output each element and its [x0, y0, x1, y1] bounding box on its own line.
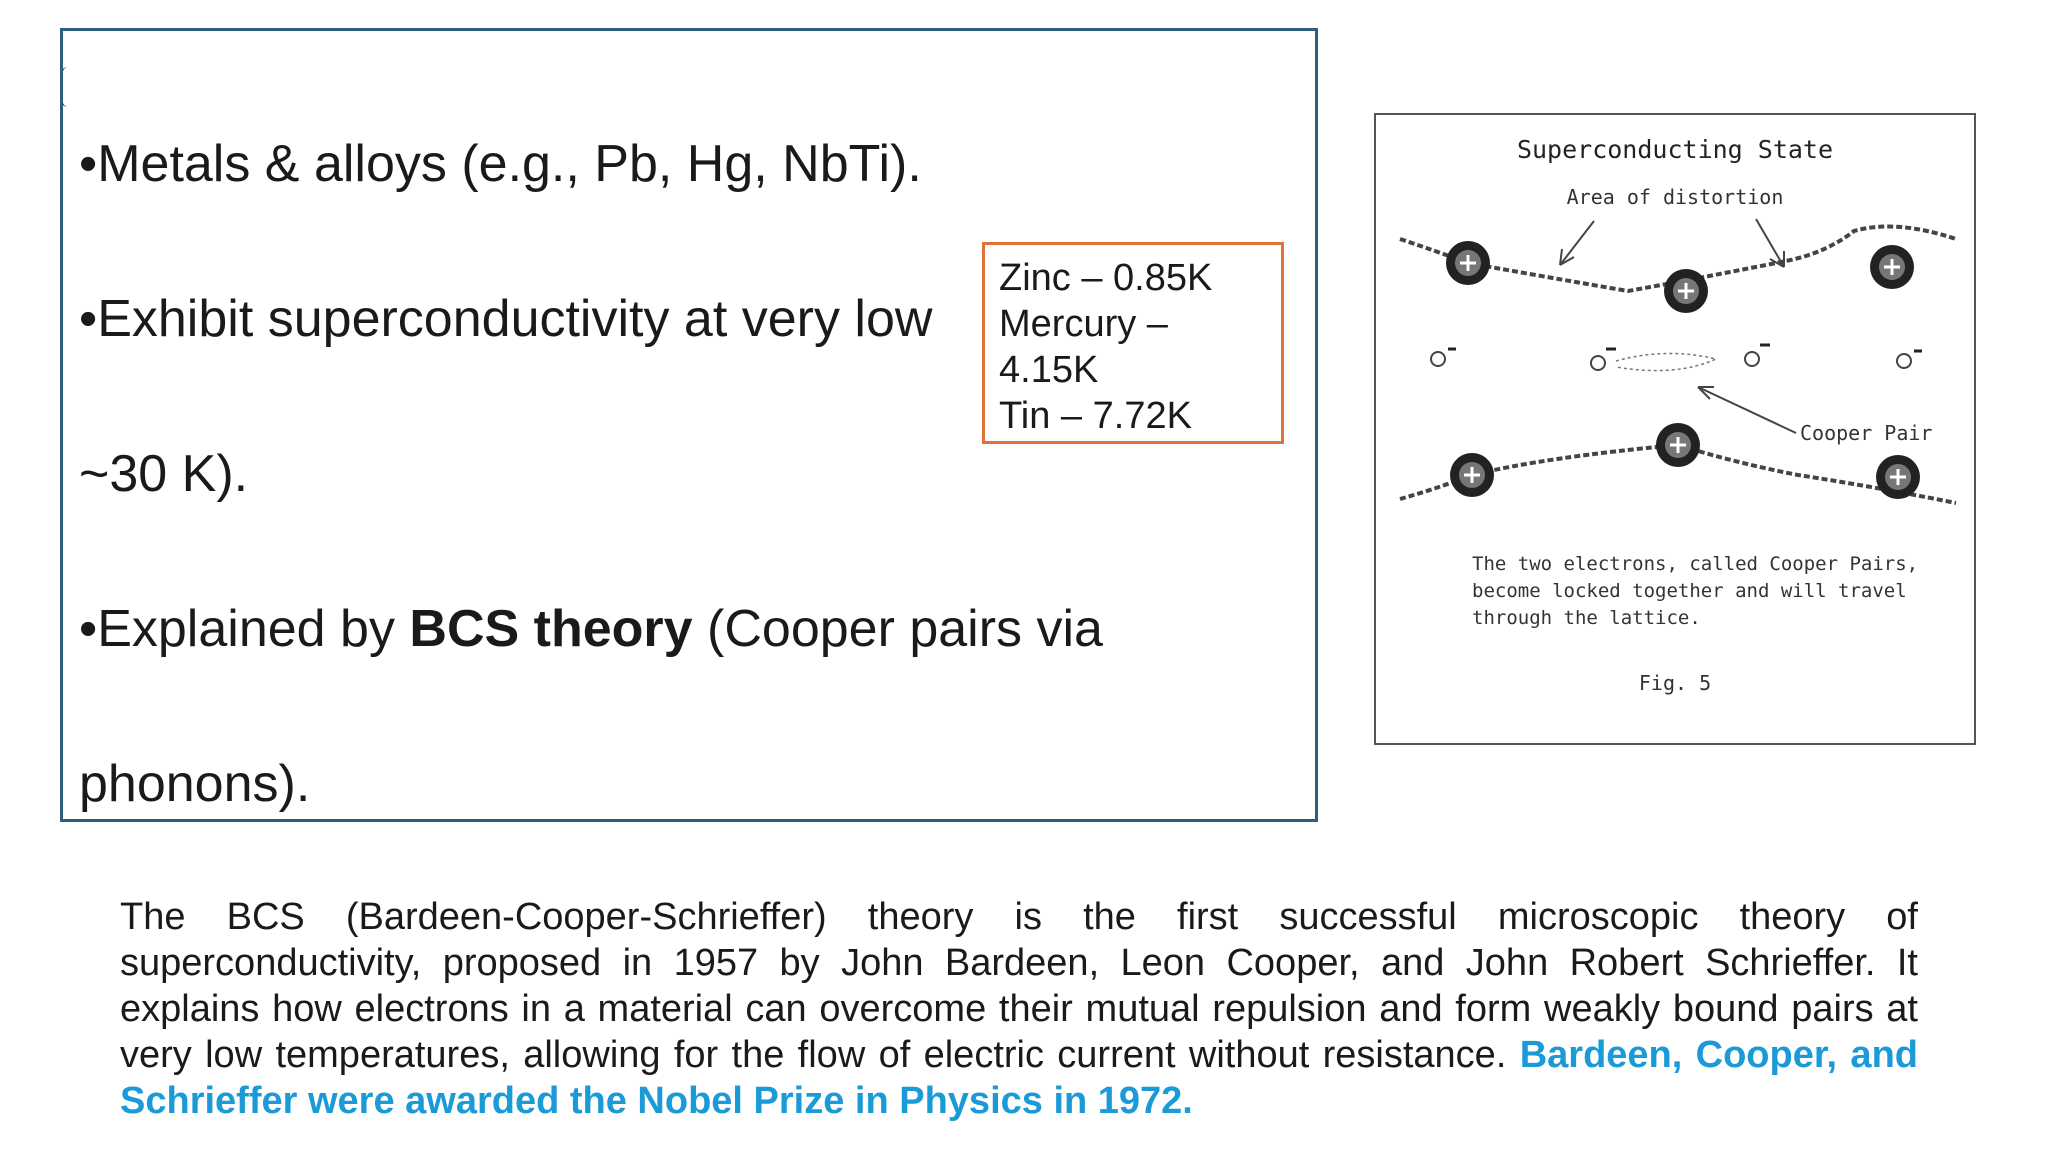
- bullet-bcs-suffix: (Cooper pairs via: [692, 600, 1103, 658]
- ion-upper-right: [1870, 245, 1914, 289]
- cooper-pair-electrons: [1591, 345, 1770, 371]
- paragraph-body: The BCS (Bardeen-Cooper-Schrieffer) theory is the first successful microscopic theory of superconductivity, proposed in 1957 by John Bardeen, Leon Cooper, and John Robert Schrieffer. It explains how electrons in a material can overcome their mutual repulsion and form weakly bound pairs at very low temperatures, allowing for the flow of electric current without resistance.: [120, 896, 1918, 1076]
- electron-left: [1431, 349, 1456, 366]
- temp-mercury: Mercury – 4.15K: [999, 303, 1168, 391]
- figure-cooper-pair-label: Cooper Pair: [1800, 421, 1933, 445]
- bullet-low-temperature: •Exhibit superconductivity at very low: [79, 290, 933, 348]
- clipped-glyph: [60, 67, 78, 107]
- ion-lower-right: [1876, 455, 1920, 499]
- bullet-metals-alloys: •Metals & alloys (e.g., Pb, Hg, NbTi).: [79, 135, 922, 193]
- cooper-pair-figure: [1374, 113, 1976, 745]
- ion-lower-middle: [1656, 423, 1700, 467]
- figure-caption-line: The two electrons, called Cooper Pairs,: [1472, 553, 1919, 575]
- bullet-bcs-bold: BCS theory: [409, 600, 693, 658]
- figure-title: Superconducting State: [1516, 135, 1834, 164]
- temp-zinc: Zinc – 0.85K: [999, 257, 1213, 299]
- figure-caption-line: become locked together and will travel: [1472, 580, 1907, 602]
- ion-lower-left: [1450, 453, 1494, 497]
- ion-upper-left: [1446, 241, 1490, 285]
- figure-number: Fig. 5: [1638, 671, 1712, 695]
- bullet-bcs-theory: [79, 598, 1103, 660]
- critical-temperature-box: [982, 242, 1284, 444]
- bullet-bcs-prefix: •Explained by: [79, 600, 410, 658]
- cooper-pair-arrow: [1698, 387, 1796, 433]
- nobel-prize-highlight: Bardeen, Cooper, and Schrieffer were awarded the Nobel Prize in Physics in 1972.: [120, 1034, 1918, 1122]
- figure-distortion-label: Area of distortion: [1566, 185, 1784, 209]
- bcs-description-paragraph: [120, 894, 1918, 1124]
- bullet-continuation-phonons: phonons).: [79, 755, 311, 813]
- electron-right: [1897, 351, 1922, 368]
- distortion-arrow-left: [1560, 221, 1594, 265]
- ion-upper-middle: [1664, 269, 1708, 313]
- bullet-continuation-30k: ~30 K).: [79, 445, 249, 503]
- figure-caption: [1472, 551, 1919, 632]
- figure-caption-line: through the lattice.: [1472, 607, 1701, 629]
- temp-tin: Tin – 7.72K: [999, 395, 1192, 437]
